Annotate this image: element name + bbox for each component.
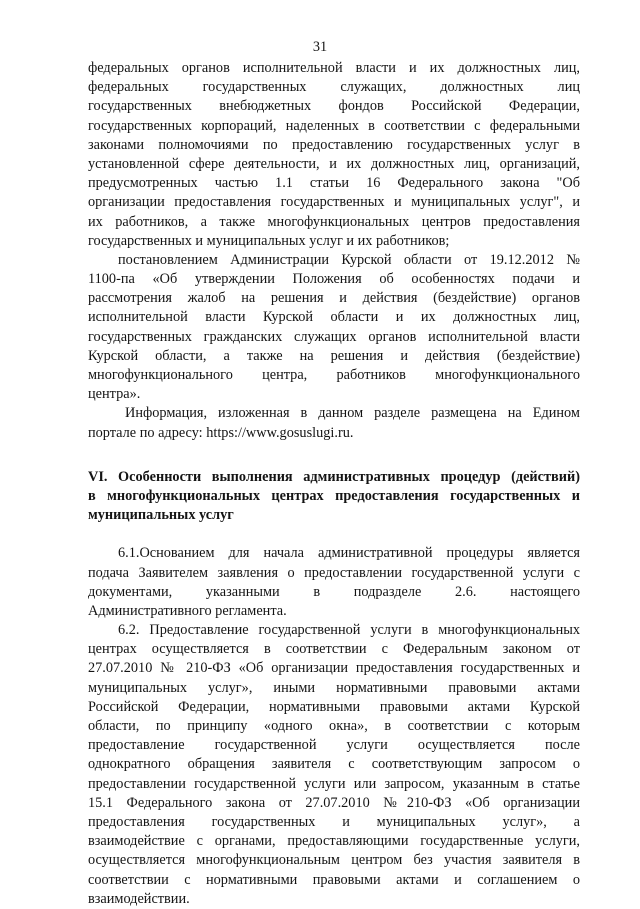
text-line: 6.2. Предоставление государственной услуги в многофункциональных — [118, 622, 580, 639]
section-heading-line: в многофункциональных центрах предоставления государственных и — [88, 487, 580, 504]
text-line: федеральных органов исполнительной власти и их должностных лиц, — [88, 60, 580, 76]
text-line: многофункционального центра, работников многофункционального — [88, 367, 580, 383]
text-line: документами, указанными в подразделе 2.6. настоящего — [88, 583, 580, 600]
text-line: Информация, изложенная в данном разделе размещена на Едином — [125, 405, 580, 422]
document-body — [88, 59, 580, 909]
text-line: федеральных государственных служащих, должностных лиц — [88, 79, 580, 96]
text-line: 15.1 Федерального закона от 27.07.2010 №210-ФЗ «Об организации — [88, 794, 580, 811]
text-line: соответствии с нормативными правовыми актами и соглашением о — [88, 871, 580, 888]
text-line: предоставлении государственной услуги или запросом, указанным в статье — [88, 775, 580, 792]
text-line: предоставления государственных и муниципальных услуг», а — [88, 813, 580, 830]
text-line: 27.07.2010 № 210-ФЗ «Об организации предоставления государственных и — [88, 660, 580, 677]
text-line: подача Заявителем заявления о предоставлении государственной услуги с — [88, 564, 580, 581]
text-line: однократного обращения заявителя с соответствующим запросом о — [88, 756, 580, 773]
text-line: постановлением Администрации Курской области от 19.12.2012 № — [118, 251, 580, 268]
text-line: центрах осуществляется в соответствии с Федеральным законом от — [88, 641, 580, 658]
text-line: муниципальных услуг», иными нормативными правовыми актами — [88, 679, 580, 696]
page-number: 31 — [312, 39, 328, 55]
text-line: Российской Федерации, нормативными правовыми актами Курской — [88, 698, 580, 715]
text-line: установленной сфере деятельности, и их должностных лиц, организаций, — [88, 155, 580, 172]
text-line: государственных внебюджетных фондов Российской Федерации, — [88, 98, 580, 115]
text-line: 6.1.Основанием для начала административной процедуры является — [118, 545, 580, 562]
paragraph-gap — [88, 525, 580, 544]
text-line: взаимодействии. — [88, 890, 190, 907]
text-line: осуществляется многофункциональным центром без участия заявителя в — [88, 852, 580, 869]
text-line: государственных гражданских служащих органов исполнительной власти — [88, 328, 580, 345]
section-heading-line: VI. Особенности выполнения административных процедур (действий) — [88, 468, 580, 485]
text-line: взаимодействие с органами, предоставляющими государственные услуги, — [88, 833, 580, 850]
text-line: рассмотрения жалоб на решения и действия (бездействие) органов — [88, 290, 580, 307]
text-line: 1100-па «Об утверждении Положения об особенностях подачи и — [88, 271, 580, 288]
text-line: предусмотренных частью 1.1 статьи 16 Федерального закона "Об — [88, 175, 580, 192]
text-line: портале по адресу: https://www.gosuslugi.ru. — [88, 424, 354, 441]
text-line: Курской области, а также на решения и действия (бездействие) — [88, 347, 580, 364]
paragraph-gap — [88, 443, 580, 468]
text-line: области, по принципу «одного окна», в соответствии с которым — [88, 718, 580, 734]
text-line: Административного регламента. — [88, 602, 287, 619]
text-line: государственных корпораций, наделенных в соответствии с федеральными — [88, 117, 580, 134]
text-line: предоставление государственной услуги осуществляется после — [88, 737, 580, 754]
text-line: организации предоставления государственных и муниципальных услуг", и — [88, 194, 580, 211]
text-line: их работников, а также многофункциональных центров предоставления — [88, 213, 580, 230]
section-heading-line: муниципальных услуг — [88, 507, 234, 524]
text-line: законами полномочиями по предоставлению государственных услуг в — [88, 136, 580, 153]
text-line: государственных и муниципальных услуг и их работников; — [88, 232, 450, 249]
text-line: центра». — [88, 386, 141, 403]
text-line: исполнительной власти Курской области и их должностных лиц, — [88, 309, 580, 326]
